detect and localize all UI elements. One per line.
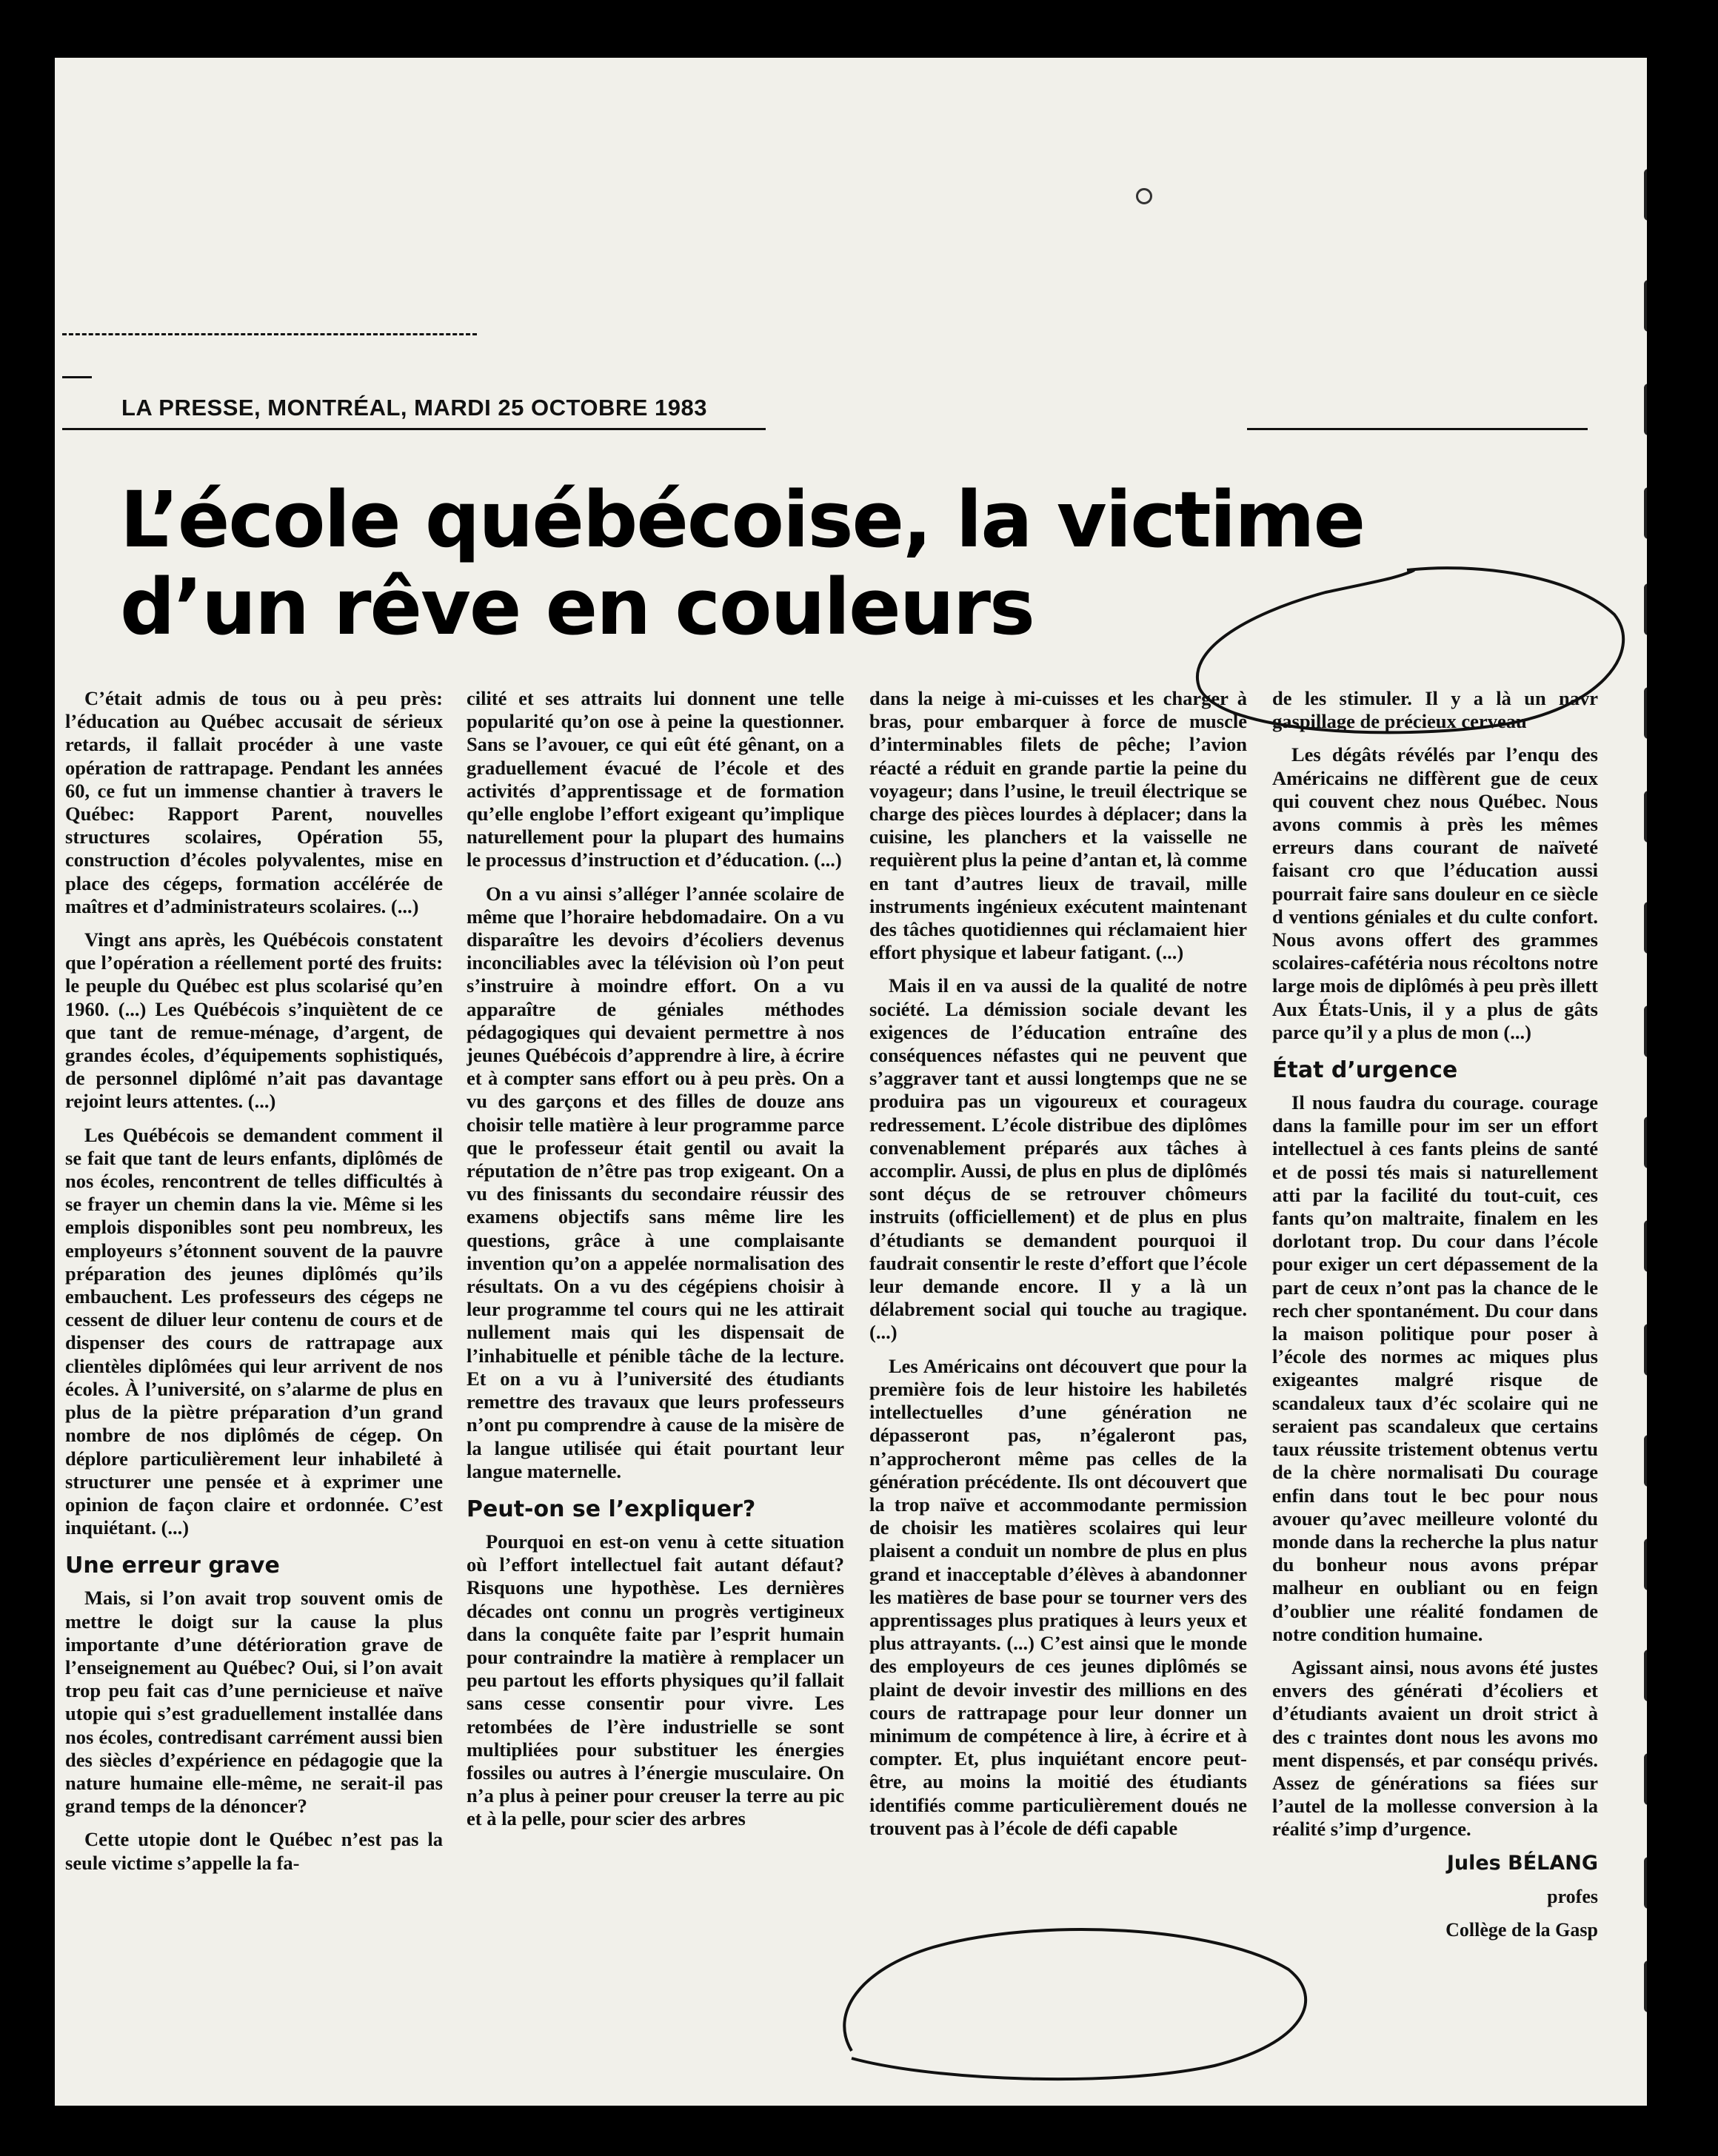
binder-tab-icon bbox=[1644, 687, 1647, 739]
dateline-rule-right bbox=[1247, 428, 1588, 430]
col3-paragraph: dans la neige à mi-cuisses et les charger à bras, pour embarquer à force de muscle d’interminables filets de pêche; l’avion réacté a réduit en grande partie la peine du voyageur; dans l’usine, le treuil électrique se charge des pièces lourdes à déplacer; dans la cuisine, les planchers et la vaisselle ne requièrent plus la peine d’antan et, là comme en tant d’autres lieux de travail, mille instruments ingénieux exécutent maintenant des tâches quotidiennes qui réclamaient hier effort physique et labeur fatigant. (...) bbox=[869, 687, 1247, 964]
col2-paragraph: cilité et ses attraits lui donnent une telle popularité qu’on ose à peine la questionner. Sans se l’avouer, ce qui eût été gênant, on a graduellement évacué de l’école et des activités d’apprentissage et de formation qu’elle englobe l’effort exigeant qu’implique naturellement pour la plupart des humains le processus d’instruction et d’éducation. (...) bbox=[467, 687, 844, 871]
col3-paragraph: Les Américains ont découvert que pour la première fois de leur histoire les habiletés intellectuelles d’une génération ne dépasseront pas, n’égaleront pas, n’approcheront même pas celles de la génération précédente. Ils ont découvert que la trop naïve et accommodante permission de choisir les matières scolaires qui leur plaisent a conduit un nombre de plus en plus grand et inacceptable d’élèves à abandonner les matières de base pour se tourner vers des apprentissages plus pratiques à leurs yeux et plus attrayants. (...) C’est ainsi que le monde des employeurs de ces jeunes diplômés se plaint de devoir investir des millions en des cours de rattrapage pour leur donner un minimum de compétence à lire, à écrire et à compter. Et, plus inquiétant encore peut-être, au moins la moitié des étudiants identifiés comme particulièrement doués ne trouvent pas à l’école de défi capable bbox=[869, 1354, 1247, 1839]
col2-subheading: Peut-on se l’expliquer? bbox=[467, 1496, 756, 1522]
binder-tab-icon bbox=[1644, 902, 1647, 954]
binder-tab-icon bbox=[1644, 1753, 1647, 1805]
col4-paragraph: de les stimuler. Il y a là un navr gaspillage de précieux cerveau bbox=[1272, 687, 1598, 733]
col4-subheading: État d’urgence bbox=[1272, 1057, 1458, 1084]
dateline-rule-mid bbox=[62, 428, 766, 430]
binder-tab-icon bbox=[1644, 1116, 1647, 1168]
author-title: profes bbox=[1547, 1885, 1598, 1907]
column-1 bbox=[65, 687, 443, 2106]
col3-paragraph: Mais il en va aussi de la qualité de notre société. La démission sociale devant les exigences de l’éducation entraîne des conséquences néfastes qui ne peuvent que s’aggraver tant et aussi longtemps que ne se produira pas un vigoureux et courageux redressement. L’école distribue des diplômes convenablement préparés aux tâches à accomplir. Aussi, de plus en plus de diplômés sont déçus de se retrouver chômeurs instruits (officiellement) et de plus en plus d’étudiants se demandent pourquoi il faudrait consentir le reste d’effort que l’école leur demande encore. Il y a là un délabrement social qui touche au tragique. (...) bbox=[869, 974, 1247, 1344]
punch-hole-icon bbox=[1136, 188, 1152, 204]
binder-tab-icon bbox=[1644, 1650, 1647, 1701]
binder-tab-icon bbox=[1644, 1857, 1647, 1909]
col1-subheading: Une erreur grave bbox=[65, 1553, 280, 1579]
headline: L’école québécoise, la victime d’un rêve en couleurs bbox=[120, 475, 1365, 652]
col1-paragraph: Cette utopie dont le Québec n’est pas la seule victime s’appelle la fa- bbox=[65, 1828, 443, 1874]
column-4 bbox=[1272, 687, 1598, 2106]
col1-paragraph: C’était admis de tous ou à peu près: l’éducation au Québec accusait de sérieux retards, il fallait procéder à une vaste opération de rattrapage. Pendant les années 60, ce fut un immense chantier à travers le Québec: Rapport Parent, nouvelles structures scolaires, Opération 55, construction d’écoles polyvalentes, mise en place des cégeps, formation accélérée de maîtres et d’administrateurs scolaires. (...) bbox=[65, 687, 443, 917]
column-3 bbox=[869, 687, 1247, 2106]
binder-tabs bbox=[1644, 169, 1647, 2064]
col2-paragraph: On a vu ainsi s’alléger l’année scolaire de même que l’horaire hebdomadaire. On a vu disparaître les devoirs d’écoliers devenus inconciliables avec la télévision où l’on peut s’instruire à moindre effort. On a vu apparaître de géniales méthodes pédagogiques qui devaient permettre à nos jeunes Québécois d’apprendre à lire, à écrire et à compter sans effort ou à peu près. On a vu des garçons et des filles de douze ans choisir telle matière à leur programme parce que le professeur était gentil ou avait la réputation de n’être pas trop exigeant. On a vu des finissants du secondaire réussir des examens objectifs sans même lire les questions, grâce à une complaisante invention qu’on a appelée normalisation des résultats. On a vu des cégépiens choisir à leur programme tel cours qui ne les attirait nullement mais qui les dispensait de l’inhabituelle et pénible tâche de la lecture. Et on a vu à l’université des étudiants remettre des travaux que leurs professeurs n’ont pu comprendre à cause de la misère de la langue utilisée qui était pourtant leur langue maternelle. bbox=[467, 882, 844, 1482]
col4-paragraph: Les dégâts révélés par l’enqu des Américains ne diffèrent gue de ceux qui couvent chez nous Québec. Nous avons commis à près les mêmes erreurs dans courant de naïveté faisant cro que l’éducation aussi pourrait faire sans douleur en ce siècle d ventions géniales et du culte confort. Nous avons offert des grammes scolaires-cafétéria nous récoltons notre large mois de diplômés à peu près illett Aux États-Unis, il y a plus de gâts parce qu’il y a plus de mon (...) bbox=[1272, 743, 1598, 1043]
binder-tab-icon bbox=[1644, 1324, 1647, 1376]
binder-tab-icon bbox=[1644, 583, 1647, 635]
binder-tab-icon bbox=[1644, 1005, 1647, 1057]
col4-paragraph: Agissant ainsi, nous avons été justes envers des générati d’écoliers et d’étudiants avaient un droit strict à des c traintes dont nous les avons mo ment dispensés, et par conséqu privés. Assez de générations sa fiées sur l’autel de la mollesse conversion à la réalité s’imp d’urgence. bbox=[1272, 1656, 1598, 1841]
author-signature: Jules BÉLANG bbox=[1446, 1851, 1598, 1875]
col2-paragraph: Pourquoi en est-on venu à cette situation où l’effort intellectuel fait autant défaut? Risquons une hypothèse. Les dernières décades ont connu un progrès vertigineux dans la conquête faite par l’esprit humain pour contraindre la matière à remplacer un peu partout les efforts physiques qu’il fallait sans cesse consentir pour vivre. Les retombées de l’ère industrielle se sont multipliées pour substituer les énergies fossiles ou autres à l’énergie musculaire. On n’a plus à peiner pour creuser la terre au pic et à la pelle, pour scier des arbres bbox=[467, 1530, 844, 1830]
binder-tab-icon bbox=[1644, 1539, 1647, 1590]
binder-tab-icon bbox=[1644, 1220, 1647, 1272]
binder-tab-icon bbox=[1644, 384, 1647, 435]
column-2 bbox=[467, 687, 844, 2106]
dateline: LA PRESSE, MONTRÉAL, MARDI 25 OCTOBRE 1983 bbox=[121, 395, 707, 421]
dateline-rule-left bbox=[62, 376, 92, 378]
col1-paragraph: Mais, si l’on avait trop souvent omis de mettre le doigt sur la cause la plus importante d’une détérioration grave de l’enseignement au Québec? Oui, si l’on avait trop peu fait cas d’une pernicieuse et naïve utopie qui s’est graduellement installée dans nos écoles, contredisant carrément aussi bien des siècles d’expérience en pédagogie que la nature humaine elle-même, ne serait-il pas grand temps de la dénoncer? bbox=[65, 1587, 443, 1818]
binder-tab-icon bbox=[1644, 1435, 1647, 1487]
binder-tab-icon bbox=[1644, 1961, 1647, 2012]
binder-tab-icon bbox=[1644, 487, 1647, 539]
col1-paragraph: Vingt ans après, les Québécois constatent que l’opération a réellement porté des fruits: le peuple du Québec est plus scolarisé qu’en 1960. (...) Les Québécois s’inquiètent de ce que tant de remue-ménage, d’argent, de grandes écoles, d’équipements sophistiqués, de personnel diplômé n’ait pas davantage rejoint leurs attentes. (...) bbox=[65, 928, 443, 1113]
dashed-rule-top bbox=[62, 333, 477, 335]
col4-paragraph: Il nous faudra du courage. courage dans la famille pour im ser un effort intellectuel à ces fants pleins de santé et de possi tés mais si naturellement atti par la facilité du tout-cuit, ces fants qu’on maltraite, finalem en les dorlotant trop. Du cour dans l’école pour exiger un cert dépassement de la part de ceux n’ont pas la chance de le rech cher spontanément. Du cour dans la maison politique pour poser à l’école des normes ac miques plus exigeantes malgré risque de scandaleux taux d’éc scolaire qui ne seraient pas scandaleux que certains taux réussite tristement obtenus vertu de la chère normalisati Du courage enfin dans tout le bec pour nous avouer qu’avec meilleure volonté du monde dans la recherche la plus natur du bonheur nous avons prépar malheur en oubliant ou en feign d’oublier une réalité fondamen de notre condition humaine. bbox=[1272, 1091, 1598, 1645]
binder-tab-icon bbox=[1644, 791, 1647, 843]
binder-tab-icon bbox=[1644, 280, 1647, 332]
col1-paragraph: Les Québécois se demandent comment il se fait que tant de leurs enfants, diplômés de nos écoles, rencontrent de telles difficultés à se frayer un chemin dans la vie. Même si les emplois disponibles sont peu nombreux, les employeurs s’étonnent souvent de la pauvre préparation des jeunes diplômés qu’ils embauchent. Les professeurs des cégeps ne cessent de diluer leur contenu de cours et de dispenser des cours de rattrapage aux clientèles diplômées qui leur arrivent de nos écoles. À l’université, on s’alarme de plus en plus de la piètre préparation d’un grand nombre de nos diplômés de cégep. On déplore particulièrement leur inhabileté à structurer une pensée et à exprimer une opinion de façon claire et ordonnée. C’est inquiétant. (...) bbox=[65, 1123, 443, 1539]
binder-tab-icon bbox=[1644, 169, 1647, 221]
author-college: Collège de la Gasp bbox=[1445, 1918, 1598, 1941]
newspaper-clipping bbox=[55, 58, 1647, 2106]
